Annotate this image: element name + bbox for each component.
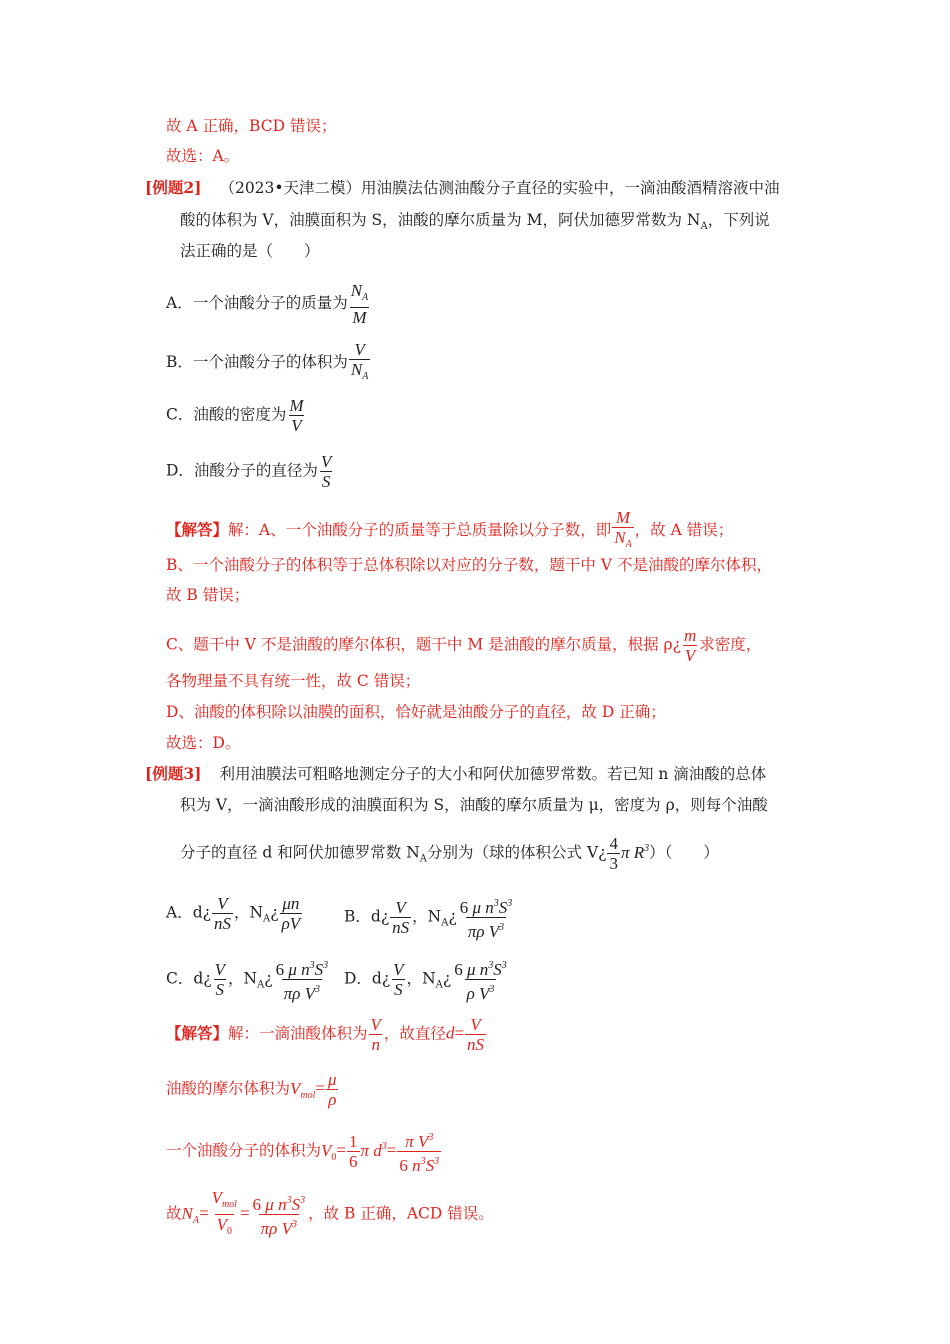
q-mark: ¿ <box>270 903 279 922</box>
ex2-stem2-sub: A <box>700 221 708 232</box>
q-mark: ¿ <box>442 969 452 988</box>
ex3-answer-line4: 故$N_A=$ $\frac{V_{mol}}{V_0}$ = $\frac{6 \mu n^3S^3}{\pi\rho V^3}$ ，故 B 正确，ACD 错误。 <box>166 1188 494 1241</box>
ex3-answer-tag: 【解答】 <box>166 1023 229 1043</box>
ex2-answer-line1 <box>166 508 733 554</box>
ex2-answer6: D、油酸的体积除以油膜的面积，恰好就是油酸分子的直径，故 D 正确； <box>166 703 666 721</box>
frac-Vmol-over-V0: $\frac{V_{mol}}{V_0}$ <box>210 1188 239 1241</box>
ex3-answer1: 解：一滴油酸体积为 <box>228 1024 368 1043</box>
ex3-answer4: 故 <box>166 1204 182 1223</box>
ex2-option-b[interactable] <box>166 340 371 386</box>
frac-V-over-S-d: $\frac{V}{S}$ <box>393 960 404 999</box>
frac-mu-over-rho: $\frac{\mu}{\rho}$ <box>328 1070 337 1109</box>
ex3-answer2: 油酸的摩尔体积为 <box>166 1079 291 1098</box>
ex3-option-b-label: B．d¿ <box>344 907 390 926</box>
ex2-stem1: （2023•天津二模）用油膜法估测油酸分子直径的实验中，一滴油酸酒精溶液中油 <box>219 179 780 197</box>
ex2-answer1: 解：A、一个油酸分子的质量等于总质量除以分子数，即 <box>228 521 612 539</box>
ex2-answer7: 故选：D。 <box>166 734 241 752</box>
ex3-tag: [例题3] <box>145 764 202 783</box>
ex2-answer-tag: 【解答】 <box>166 520 229 539</box>
ex2-option-c[interactable] <box>166 396 307 435</box>
ex2-answer-line4 <box>166 626 761 665</box>
ex2-stem-line2 <box>180 208 770 239</box>
frac-6mun3s3-over-pirhoV3-c: $\frac{6 \mu n^3S^3}{\pi\rho V^3}$ <box>275 960 329 1003</box>
ex3-answer-line3: 一个油酸分子的体积为$V_0=$ $\frac{1}{6}$ π $d^3=$ $\frac{\pi V^3}{6 n^3S^3}$ <box>166 1128 442 1175</box>
ex2-answer4-end: 求密度， <box>699 635 762 654</box>
frac-6mun3s3-over-rhoV3: $\frac{6 \mu n^3S^3}{\rho V^3}$ <box>454 960 507 1003</box>
ex2-option-d[interactable] <box>166 452 334 491</box>
ex2-stem2-end: ，下列说 <box>707 211 770 229</box>
frac-6mun3s3-over-pirhoV3-ans: $\frac{6 \mu n^3S^3}{\pi\rho V^3}$ <box>252 1195 306 1238</box>
frac-V-over-nS-b: $\frac{V}{nS}$ <box>392 898 410 937</box>
ex3-option-a[interactable] <box>166 894 303 933</box>
ex3-answer-line2: 油酸的摩尔体积为$V_{mol}=$ $\frac{\mu}{\rho}$ <box>166 1070 337 1109</box>
na-sub: A <box>257 979 265 991</box>
ex3-stem-line1 <box>145 762 766 786</box>
frac-V-over-NA: $\frac{V}{N_A}$ <box>349 340 370 386</box>
ex3-answer-line1: 【解答】解：一滴油酸体积为 $\frac{V}{n}$ ，故直径d= $\frac{V}{nS}$ <box>166 1015 485 1054</box>
frac-M-over-NA: $\frac{M}{N_A}$ <box>612 508 633 554</box>
frac-m-over-V: $\frac{m}{V}$ <box>683 626 697 665</box>
na-sub: A <box>435 979 443 991</box>
ex3-stem2: 积为 V，一滴油酸形成的油膜面积为 S，油酸的摩尔质量为 μ，密度为 ρ，则每个油酸 <box>180 796 768 814</box>
ex2-answer1-end: ，故 A 错误； <box>634 521 734 539</box>
frac-V-over-S: $\frac{V}{S}$ <box>320 452 332 491</box>
ex2-option-a-label: A．一个油酸分子的质量为 <box>166 294 348 312</box>
frac-piV3-over-6n3S3: $\frac{\pi V^3}{6 n^3S^3}$ <box>399 1132 440 1175</box>
ex2-tag: [例题2] <box>145 178 202 197</box>
frac-M-over-V: $\frac{M}{V}$ <box>289 396 304 435</box>
ex2-option-d-label: D．油酸分子的直径为 <box>166 461 318 480</box>
ex3-option-c-label: C．d¿ <box>166 969 212 988</box>
ex3-stem3: 分子的直径 d 和阿伏加德罗常数 N <box>180 843 420 862</box>
ex3-option-a-label: A．d¿ <box>166 903 211 922</box>
frac-V-over-n: $\frac{V}{n}$ <box>370 1015 381 1054</box>
frac-V-over-nS-ans: $\frac{V}{nS}$ <box>467 1015 485 1054</box>
ex3-answer3: 一个油酸分子的体积为 <box>166 1141 322 1160</box>
frac-V-over-S-c: $\frac{V}{S}$ <box>214 960 225 999</box>
frac-1-over-6: $\frac{1}{6}$ <box>349 1132 358 1171</box>
ex3-stem3-sub: A <box>419 853 428 865</box>
ex3-stem3-mid: 分别为（球的体积公式 V¿ <box>427 843 607 862</box>
ex2-answer5: 各物理量不具有统一性，故 C 错误； <box>166 672 421 690</box>
ex3-option-d-label: D．d¿ <box>344 969 391 988</box>
ex3-stem3-end: ）（ ） <box>649 843 719 862</box>
ex2-option-b-label: B．一个油酸分子的体积为 <box>166 353 348 371</box>
ex2-stem-line1 <box>145 176 780 200</box>
ex2-answer4: C、题干中 V 不是油酸的摩尔体积，题干中 M 是油酸的摩尔质量，根据 ρ¿ <box>166 635 681 654</box>
ex2-stem2: 酸的体积为 V，油膜面积为 S，油酸的摩尔质量为 M，阿伏加德罗常数为 N <box>180 211 701 229</box>
ex3-answer4-end: ，故 B 正确，ACD 错误。 <box>308 1204 494 1223</box>
ex2-stem3: 法正确的是（ ） <box>180 242 320 260</box>
ex1-conclusion: 故 A 正确，BCD 错误； <box>166 117 337 135</box>
ex3-stem-line3: 分子的直径 d 和阿伏加德罗常数 $N_A$分别为（球的体积公式 V¿ $\frac{4}{3}$ π $R^3$）（ ） <box>180 834 719 873</box>
na-label: ，N <box>412 907 442 926</box>
na-label: ，N <box>406 969 436 988</box>
na-sub: A <box>263 913 271 925</box>
na-sub: A <box>441 917 449 929</box>
ex2-option-a[interactable] <box>166 281 371 327</box>
q-mark: ¿ <box>448 907 457 926</box>
ex1-choice: 故选：A。 <box>166 147 240 165</box>
frac-4-over-3: $\frac{4}{3}$ <box>609 834 618 873</box>
frac-V-over-nS: $\frac{V}{nS}$ <box>213 894 231 933</box>
ex2-answer2: B、一个油酸分子的体积等于总体积除以对应的分子数，题干中 V 不是油酸的摩尔体积， <box>166 556 772 574</box>
ex2-answer3: 故 B 错误； <box>166 586 250 604</box>
ex3-answer1-mid: ，故直径 <box>383 1024 446 1043</box>
na-label: ，N <box>233 903 264 922</box>
ex3-stem1: 利用油膜法可粗略地测定分子的大小和阿伏加德罗常数。若已知 n 滴油酸的总体 <box>219 765 767 783</box>
na-label: ，N <box>227 969 258 988</box>
frac-6mun3s3-over-pirhoV3: $\frac{6 \mu n^3S^3}{\pi\rho V^3}$ <box>459 898 513 941</box>
ex3-option-b[interactable] <box>344 894 515 941</box>
q-mark: ¿ <box>264 969 273 988</box>
ex2-option-c-label: C．油酸的密度为 <box>166 405 287 424</box>
frac-mun-over-rhoV: $\frac{\mu n}{\rho V}$ <box>281 894 301 933</box>
ex3-option-d[interactable] <box>344 956 510 1003</box>
ex3-option-c[interactable] <box>166 956 331 1003</box>
frac-NA-over-M: $\frac{N_A}{M}$ <box>350 281 369 327</box>
